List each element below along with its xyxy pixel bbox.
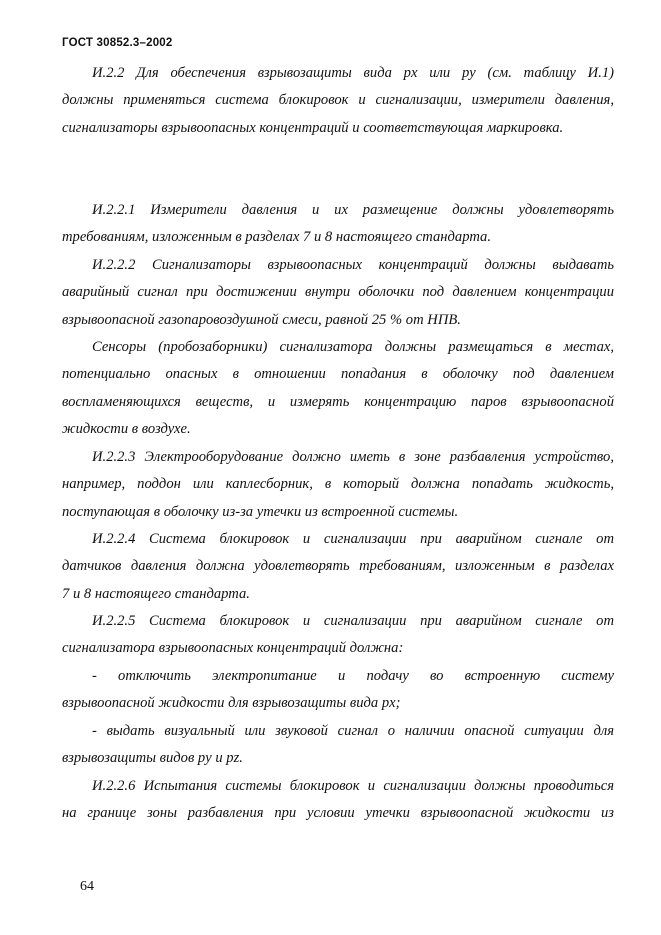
text-line: взрывоопасной газопаровоздушной смеси, равной 25 % от НПВ.: [62, 311, 461, 328]
text-line: И.2.2.3 Электрооборудование должно иметь в зоне разбавления устройство,: [92, 449, 614, 465]
text-line: например, поддон или каплесборник, в который должна попадать жидкость,: [62, 476, 614, 493]
paragraph-i-2-2: [62, 60, 614, 142]
paragraph-i-2-2-4: [62, 526, 614, 608]
text-line: воспламеняющихся веществ, и измерять концентрацию паров взрывоопасной: [62, 393, 614, 410]
text-line: И.2.2.2 Сигнализаторы взрывоопасных концентраций должны выдавать: [92, 257, 614, 273]
text-line: взрывозащиты видов py и pz.: [62, 750, 243, 767]
text-line: потенциально опасных в отношении попадания в оболочку под давлением: [62, 366, 614, 383]
text-line: жидкости в воздухе.: [62, 420, 191, 437]
paragraph-i-2-2-5: [62, 608, 614, 663]
text-line: датчиков давления должна удовлетворять требованиям, изложенным в разделах: [62, 558, 614, 575]
text-line: сигнализатора взрывоопасных концентраций должна:: [62, 640, 404, 657]
paragraph-i-2-2-2: [62, 252, 614, 334]
text-line: И.2.2.6 Испытания системы блокировок и сигнализации должны проводиться: [92, 778, 614, 794]
paragraph-i-2-2-6: [62, 773, 614, 828]
paragraph-i-2-2-1: [62, 197, 614, 252]
list-item: [62, 718, 614, 773]
paragraph-i-2-2-3: [62, 444, 614, 526]
text-line: сигнализаторы взрывоопасных концентраций и соответствующая маркировка.: [62, 119, 564, 136]
text-line: - отключить электропитание и подачу во встроенную систему: [92, 668, 614, 684]
text-line: поступающая в оболочку из-за утечки из встроенной системы.: [62, 503, 459, 520]
text-line: на границе зоны разбавления при условии утечки взрывоопасной жидкости из: [62, 805, 614, 822]
text-line: И.2.2.4 Система блокировок и сигнализации при аварийном сигнале от: [92, 531, 614, 547]
text-line: требованиям, изложенным в разделах 7 и 8 настоящего стандарта.: [62, 229, 491, 246]
text-line: взрывоопасной жидкости для взрывозащиты вида px;: [62, 695, 401, 712]
text-line: аварийный сигнал при достижении внутри оболочки под давлением концентрации: [62, 284, 614, 301]
page-number: 64: [80, 879, 94, 894]
document-header: ГОСТ 30852.3–2002: [62, 37, 173, 49]
paragraph-sensors: [62, 334, 614, 443]
text-line: - выдать визуальный или звуковой сигнал о наличии опасной ситуации для: [92, 723, 614, 739]
text-line: И.2.2.5 Система блокировок и сигнализации при аварийном сигнале от: [92, 613, 614, 629]
text-line: 7 и 8 настоящего стандарта.: [62, 585, 250, 602]
list-item: [62, 663, 614, 718]
text-line: И.2.2 Для обеспечения взрывозащиты вида px или py (см. таблицу И.1): [92, 65, 614, 81]
text-line: Сенсоры (пробозаборники) сигнализатора должны размещаться в местах,: [92, 339, 614, 355]
text-line: должны применяться система блокировок и сигнализации, измерители давления,: [62, 92, 614, 109]
text-line: И.2.2.1 Измерители давления и их размещение должны удовлетворять: [92, 202, 614, 218]
